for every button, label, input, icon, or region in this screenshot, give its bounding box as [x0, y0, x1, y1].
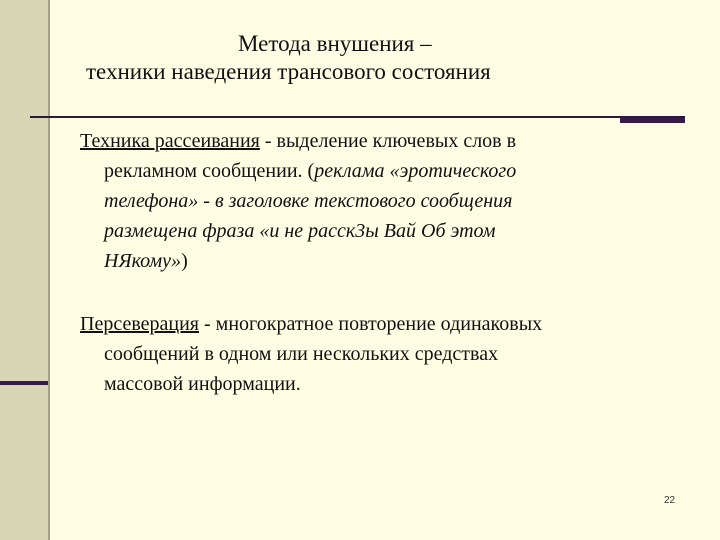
- sidebar-divider: [48, 0, 50, 540]
- paragraph-2-line-1: - многократное повторение одинаковых: [199, 313, 543, 335]
- sidebar-accent-bar: [0, 381, 48, 385]
- paragraph-1-line-2-italic: реклама «эротического: [314, 160, 517, 182]
- paragraph-1-line-2: [80, 156, 650, 186]
- title-line-2: техники наведения трансового состояния: [86, 59, 491, 84]
- title-underline-rule: [30, 116, 685, 118]
- left-sidebar-band: [0, 0, 48, 540]
- page-number: 22: [664, 495, 676, 506]
- paragraph-dispersion-technique: [80, 126, 650, 276]
- paragraph-perseveration: [80, 309, 650, 399]
- paragraph-1-line-3: телефона» - в заголовке текстового сообщения: [104, 190, 513, 212]
- paragraph-1-line-2-text: рекламном сообщении. (: [104, 160, 315, 182]
- term-perseveration: Персеверация: [80, 313, 200, 335]
- paragraph-1-line-5-text: ): [181, 250, 188, 272]
- paragraph-1-line-1: - выделение ключевых слов в: [259, 130, 517, 152]
- title-line-1: Метода внушения –: [238, 31, 432, 56]
- slide-title: [80, 30, 640, 86]
- paragraph-1-line-5-italic: НЯкому»: [104, 250, 182, 272]
- paragraph-1-line-5: [80, 246, 650, 276]
- paragraph-1-line-4: размещена фраза «и не расск3ы Вай Об этом: [104, 220, 496, 242]
- paragraph-2-line-3: массовой информации.: [104, 373, 301, 395]
- term-dispersion: Техника рассеивания: [80, 130, 260, 152]
- title-rule-accent: [620, 118, 685, 123]
- paragraph-2-line-2: сообщений в одном или нескольких средствах: [104, 343, 499, 365]
